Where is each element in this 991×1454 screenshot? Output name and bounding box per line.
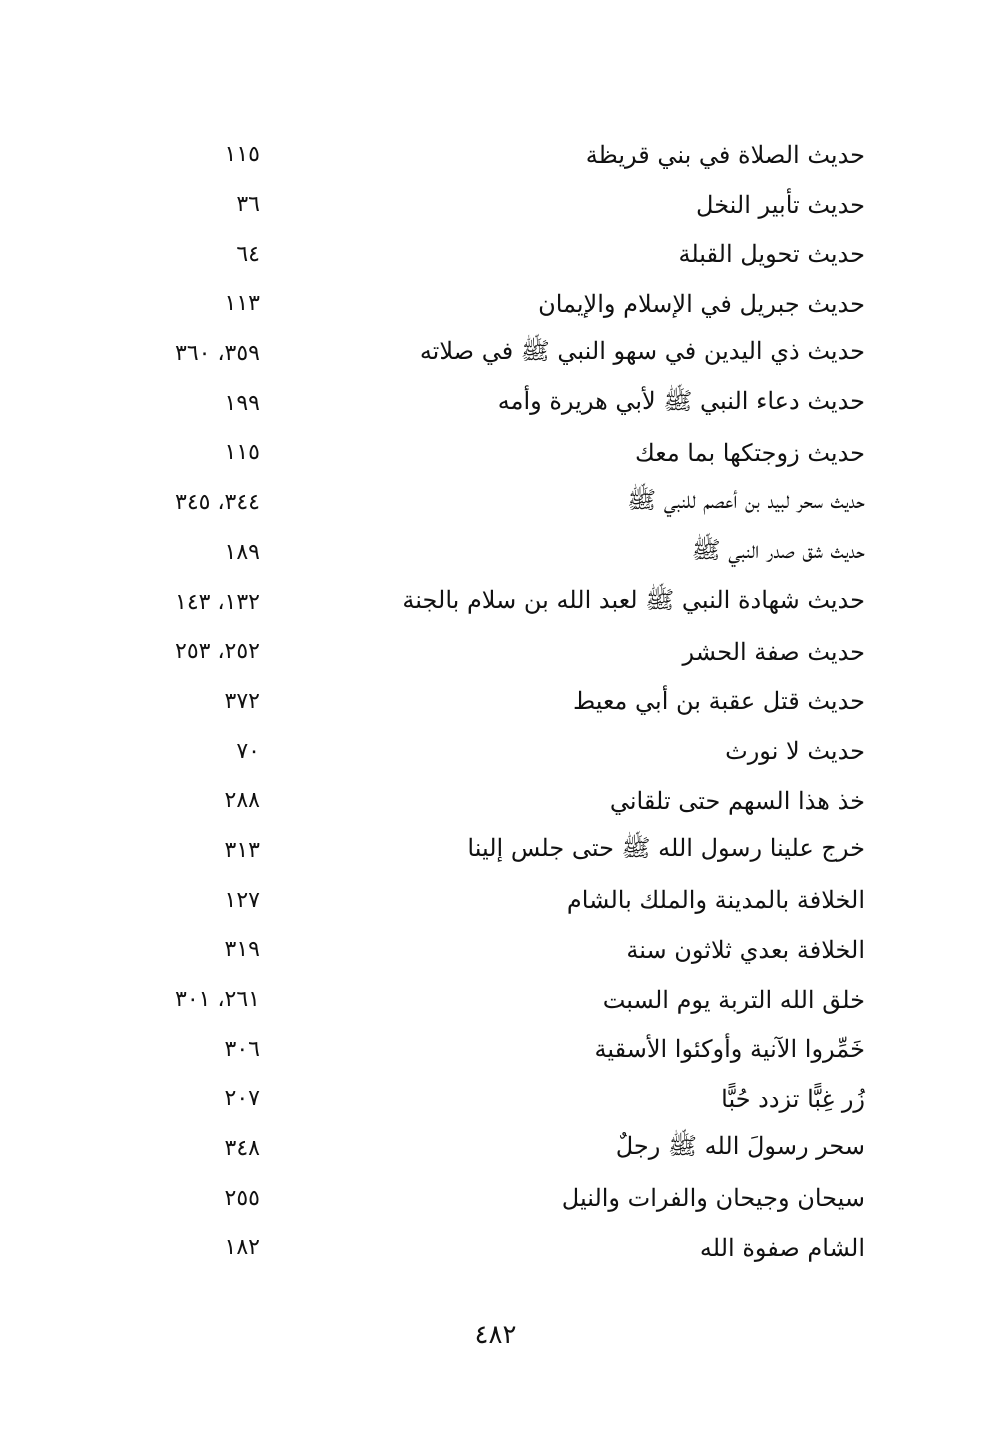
index-entry	[100, 975, 865, 1025]
entry-page-refs: ١٣٢، ١٤٣	[175, 589, 260, 615]
entry-page-refs: ٢٥٥	[224, 1185, 260, 1211]
entry-page-refs: ٧٠	[236, 738, 260, 764]
entry-page-refs: ١٨٢	[224, 1235, 260, 1261]
entry-page-refs: ٣١٣	[224, 837, 260, 863]
entry-page-refs: ١٨٩	[224, 539, 260, 565]
entry-page-refs: ١٩٩	[224, 390, 260, 416]
entry-title: حديث شهادة النبي ﷺ لعبد الله بن سلام بالجنة	[402, 585, 865, 614]
entry-page-refs: ٣١٩	[224, 937, 260, 963]
entry-title: حديث جبريل في الإسلام والإيمان	[538, 289, 865, 318]
entry-title: خذ هذا السهم حتى تلقاني	[609, 786, 865, 815]
entry-title: حديث لا نورث	[725, 737, 865, 766]
entry-title: الخلافة بعدي ثلاثون سنة	[626, 935, 865, 964]
entry-page-refs: ٢٠٧	[224, 1086, 260, 1112]
index-entry	[100, 528, 865, 578]
index-entry	[100, 925, 865, 975]
entry-title: حديث سحر لبيد بن أعصم للنبي ﷺ	[627, 486, 865, 515]
index-entry	[100, 875, 865, 925]
entry-page-refs: ١١٥	[224, 142, 260, 168]
entry-page-refs: ٢٨٨	[224, 788, 260, 814]
entry-title: سحر رسولَ الله ﷺ رجلٌ	[615, 1132, 865, 1161]
entry-title: الخلافة بالمدينة والملك بالشام	[566, 886, 865, 915]
entry-page-refs: ٣٤٤، ٣٤٥	[175, 490, 260, 516]
entry-title: حديث الصلاة في بني قريظة	[585, 140, 865, 169]
index-entry	[100, 329, 865, 379]
entry-title: الشام صفوة الله	[699, 1233, 865, 1262]
index-entry	[100, 1024, 865, 1074]
entry-page-refs: ١١٣	[224, 291, 260, 317]
hadith-index-list	[100, 130, 865, 1273]
index-entry	[100, 378, 865, 428]
entry-title: خَمِّروا الآنية وأوكئوا الأسقية	[594, 1035, 865, 1064]
entry-page-refs: ١١٥	[224, 440, 260, 466]
index-entry	[100, 1124, 865, 1174]
page-number: ٤٨٢	[474, 1320, 517, 1350]
index-entry	[100, 180, 865, 230]
index-entry	[100, 627, 865, 677]
index-entry	[100, 279, 865, 329]
index-entry	[100, 1173, 865, 1223]
index-entry	[100, 428, 865, 478]
index-entry	[100, 577, 865, 627]
entry-title: حديث دعاء النبي ﷺ لأبي هريرة وأمه	[497, 386, 865, 415]
entry-title: حديث ذي اليدين في سهو النبي ﷺ في صلاته	[419, 337, 865, 366]
index-entry	[100, 726, 865, 776]
index-entry	[100, 1223, 865, 1273]
index-entry	[100, 478, 865, 528]
entry-title: خرج علينا رسول الله ﷺ حتى جلس إلينا	[467, 833, 865, 862]
entry-page-refs: ٢٦١، ٣٠١	[175, 987, 260, 1013]
index-entry	[100, 776, 865, 826]
entry-title: حديث قتل عقبة بن أبي معيط	[572, 687, 865, 716]
entry-page-refs: ٣٥٩، ٣٦٠	[175, 341, 260, 367]
entry-title: حديث صفة الحشر	[682, 637, 865, 666]
entry-page-refs: ٦٤	[236, 241, 260, 267]
entry-page-refs: ٣٤٨	[224, 1136, 260, 1162]
entry-page-refs: ٢٥٢، ٢٥٣	[175, 639, 260, 665]
entry-page-refs: ٣٦	[236, 192, 260, 218]
entry-title: حديث زوجتكها بما معك	[635, 438, 865, 467]
entry-title: حديث شق صدر النبي ﷺ	[691, 535, 865, 564]
entry-title: حديث تأبير النخل	[696, 190, 865, 219]
index-entry	[100, 229, 865, 279]
entry-title: سيحان وجيحان والفرات والنيل	[561, 1184, 865, 1213]
entry-page-refs: ٣٠٦	[224, 1036, 260, 1062]
entry-title: حديث تحويل القبلة	[678, 240, 865, 269]
entry-page-refs: ٣٧٢	[224, 688, 260, 714]
index-entry	[100, 677, 865, 727]
entry-page-refs: ١٢٧	[224, 887, 260, 913]
index-entry	[100, 130, 865, 180]
entry-title: زُر غِبًّا تزدد حُبًّا	[721, 1084, 865, 1113]
index-entry	[100, 1074, 865, 1124]
index-entry	[100, 826, 865, 876]
entry-title: خلق الله التربة يوم السبت	[602, 985, 865, 1014]
